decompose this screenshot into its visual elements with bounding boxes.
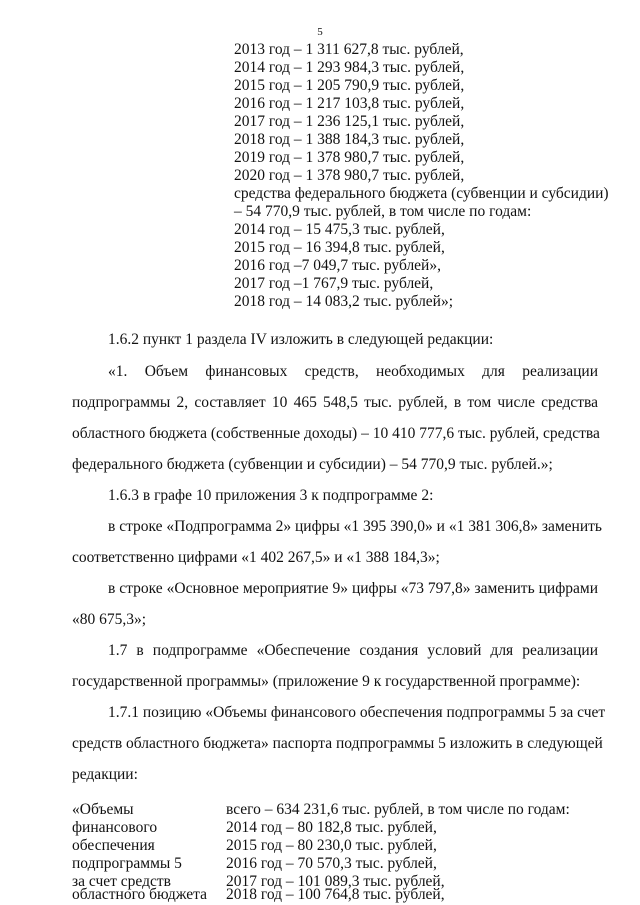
paragraph-1-7-1-line-2: средств областного бюджета» паспорта подпрограммы 5 изложить в следующей — [72, 735, 603, 752]
budget-line: 2014 год – 15 475,3 тыс. рублей, — [234, 221, 445, 238]
table-label: обеспечения — [72, 837, 155, 854]
table-label: областного бюджета — [72, 886, 207, 903]
budget-line: 2016 год – 1 217 103,8 тыс. рублей, — [234, 95, 465, 112]
paragraph-1-7-line-2: государственной программы» (приложение 9 к государственной программе): — [72, 673, 581, 690]
paragraph-1-7-1-line-1: 1.7.1 позицию «Объемы финансового обеспечения подпрограммы 5 за счет — [108, 704, 606, 721]
budget-line: 2015 год – 16 394,8 тыс. рублей, — [234, 239, 445, 256]
federal-budget-total: – 54 770,9 тыс. рублей, в том числе по годам: — [234, 203, 532, 220]
table-label: подпрограммы 5 — [72, 855, 182, 872]
table-value: всего – 634 231,6 тыс. рублей, в том числе по годам: — [226, 801, 570, 818]
federal-budget-line: средства федерального бюджета (субвенции и субсидии) — [234, 185, 609, 202]
table-label: за счет средств — [72, 873, 171, 890]
budget-line: 2018 год – 14 083,2 тыс. рублей»; — [234, 293, 454, 310]
paragraph-1-6-2: 1.6.2 пункт 1 раздела IV изложить в следующей редакции: — [108, 331, 494, 348]
table-value: 2016 год – 70 570,3 тыс. рублей, — [226, 855, 437, 872]
budget-line: 2013 год – 1 311 627,8 тыс. рублей, — [234, 41, 464, 58]
budget-line: 2018 год – 1 388 184,3 тыс. рублей, — [234, 131, 465, 148]
table-value: 2017 год – 101 089,3 тыс. рублей, — [226, 873, 445, 890]
budget-line: 2014 год – 1 293 984,3 тыс. рублей, — [234, 59, 465, 76]
quote-line-1: «1. Объем финансовых средств, необходимых для реализации — [108, 363, 598, 380]
replace-row-1-line-2: соответственно цифрами «1 402 267,5» и «1 388 184,3»; — [72, 549, 440, 566]
table-label: «Объемы — [72, 801, 134, 818]
replace-row-1-line-1: в строке «Подпрограмма 2» цифры «1 395 390,0» и «1 381 306,8» заменить — [108, 518, 602, 535]
quote-line-4: федерального бюджета (субвенции и субсидии) – 54 770,9 тыс. рублей.»; — [72, 456, 553, 473]
replace-row-2-line-1: в строке «Основное мероприятие 9» цифры «73 797,8» заменить цифрами — [108, 580, 598, 597]
page-number: 5 — [317, 26, 323, 38]
budget-line: 2020 год – 1 378 980,7 тыс. рублей, — [234, 167, 465, 184]
paragraph-1-7-1-line-3: редакции: — [72, 766, 138, 783]
table-value: 2018 год – 100 764,8 тыс. рублей, — [226, 886, 445, 903]
paragraph-1-6-3: 1.6.3 в графе 10 приложения 3 к подпрограмме 2: — [108, 487, 434, 504]
budget-line: 2015 год – 1 205 790,9 тыс. рублей, — [234, 77, 465, 94]
table-label: финансового — [72, 819, 158, 836]
budget-line: 2016 год –7 049,7 тыс. рублей», — [234, 257, 441, 274]
quote-line-3: областного бюджета (собственные доходы) – 10 410 777,6 тыс. рублей, средства — [72, 425, 600, 442]
table-value: 2015 год – 80 230,0 тыс. рублей, — [226, 837, 437, 854]
budget-line: 2019 год – 1 378 980,7 тыс. рублей, — [234, 149, 465, 166]
quote-line-2: подпрограммы 2, составляет 10 465 548,5 тыс. рублей, в том числе средства — [72, 394, 598, 411]
replace-row-2-line-2: «80 675,3»; — [72, 611, 147, 628]
table-value: 2014 год – 80 182,8 тыс. рублей, — [226, 819, 437, 836]
paragraph-1-7-line-1: 1.7 в подпрограмме «Обеспечение создания условий для реализации — [108, 642, 598, 659]
budget-line: 2017 год – 1 236 125,1 тыс. рублей, — [234, 113, 465, 130]
budget-line: 2017 год –1 767,9 тыс. рублей, — [234, 275, 434, 292]
